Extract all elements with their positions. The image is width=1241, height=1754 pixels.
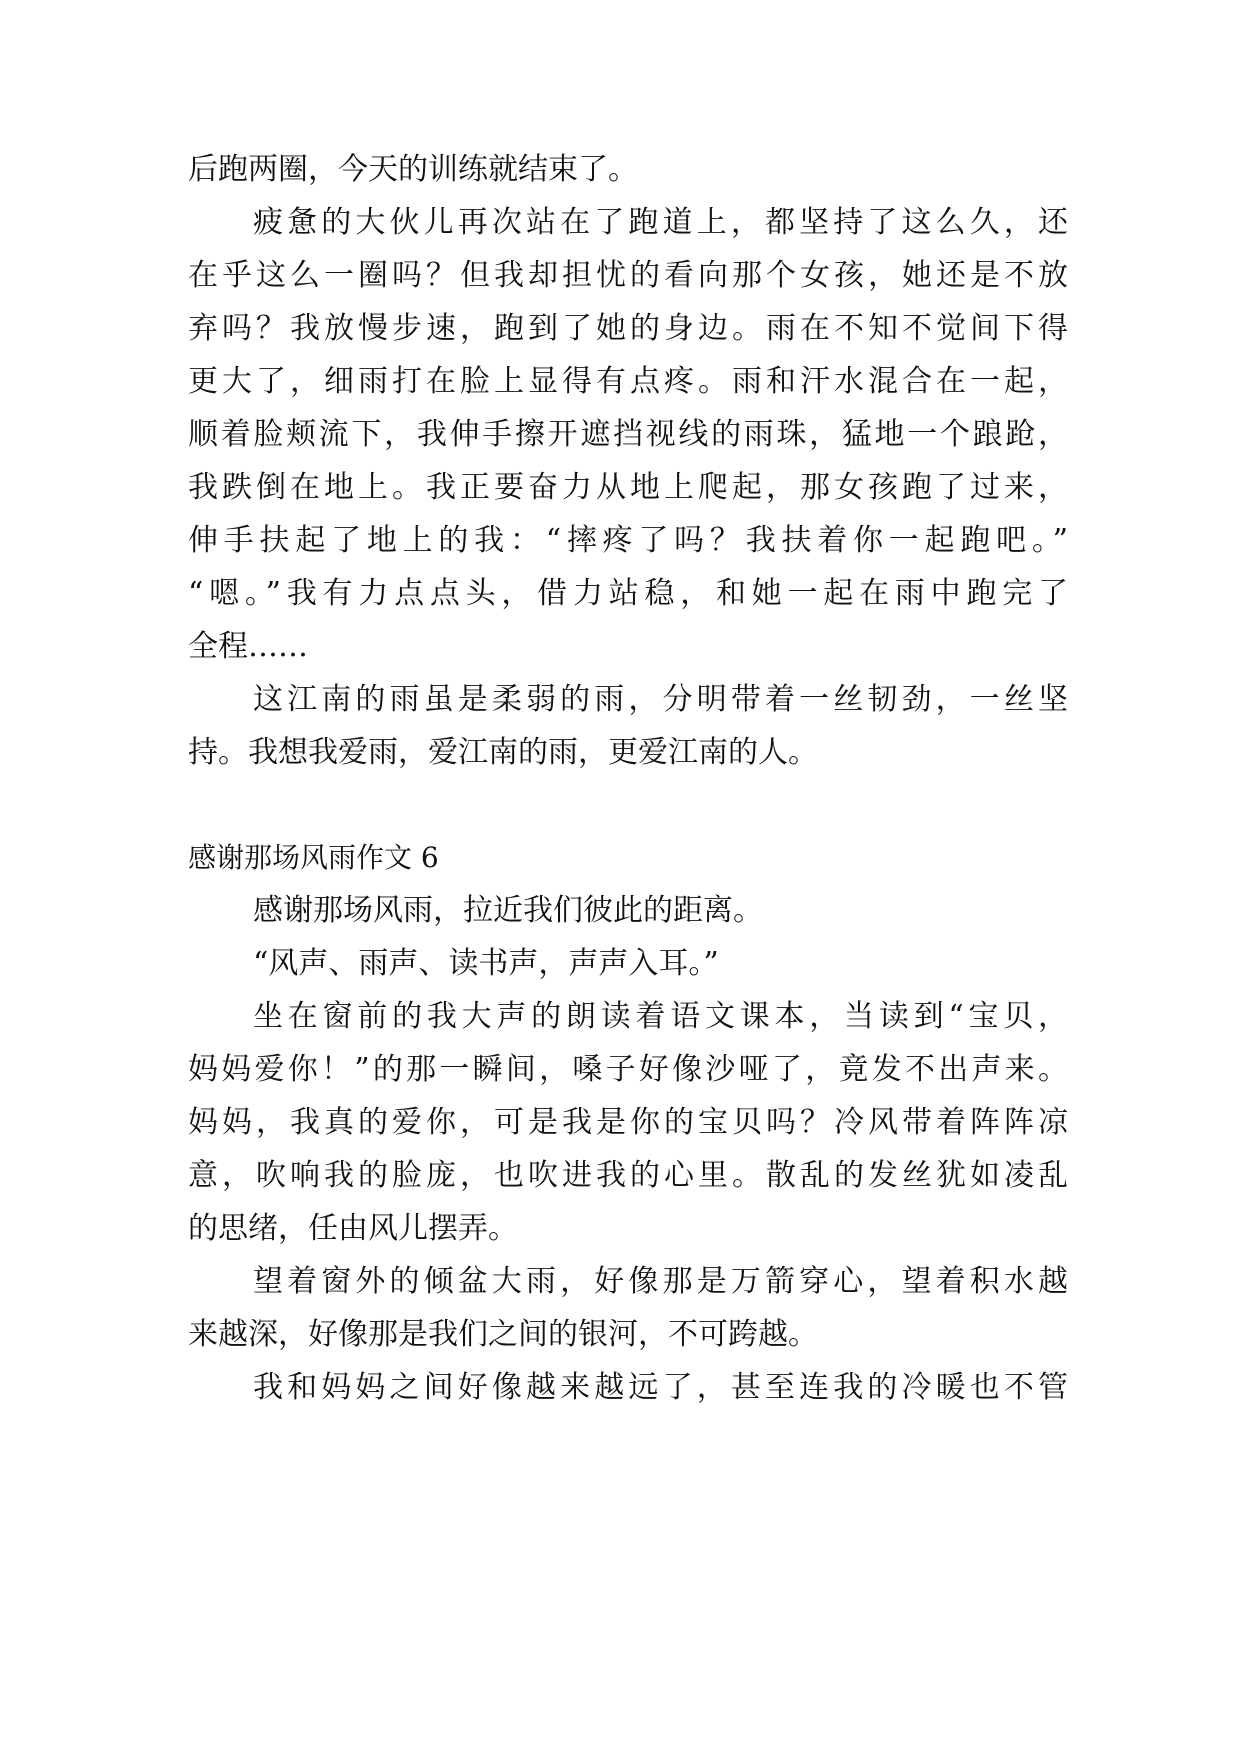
paragraph-line: 全程…… <box>188 629 308 664</box>
paragraph-line: 妈妈，我真的爱你，可是我是你的宝贝吗？冷风带着阵阵凉 <box>188 1105 1068 1140</box>
paragraph-line: 伸手扶起了地上的我：“摔疼了吗？我扶着你一起跑吧。” <box>188 523 1068 558</box>
paragraph-line: 顺着脸颊流下，我伸手擦开遮挡视线的雨珠，猛地一个踉跄， <box>188 417 1068 452</box>
paragraph-line: 妈妈爱你！”的那一瞬间，嗓子好像沙哑了，竟发不出声来。 <box>188 1052 1068 1087</box>
paragraph-line: “嗯。”我有力点点头，借力站稳，和她一起在雨中跑完了 <box>188 576 1068 611</box>
paragraph-line: 持。我想我爱雨，爱江南的雨，更爱江南的人。 <box>188 735 818 770</box>
paragraph-line: 的思绪，任由风儿摆弄。 <box>188 1211 518 1246</box>
paragraph-line: 望着窗外的倾盆大雨，好像那是万箭穿心，望着积水越 <box>253 1264 1068 1299</box>
paragraph-line: 后跑两圈，今天的训练就结束了。 <box>188 152 638 187</box>
paragraph-line: 我和妈妈之间好像越来越远了，甚至连我的冷暖也不管 <box>253 1370 1068 1405</box>
paragraph-line: 感谢那场风雨，拉近我们彼此的距离。 <box>253 893 763 928</box>
paragraph-line: 这江南的雨虽是柔弱的雨，分明带着一丝韧劲，一丝坚 <box>253 682 1068 717</box>
paragraph-line: 我跌倒在地上。我正要奋力从地上爬起，那女孩跑了过来， <box>188 470 1068 505</box>
paragraph-line: 来越深，好像那是我们之间的银河，不可跨越。 <box>188 1317 818 1352</box>
paragraph-line: 在乎这么一圈吗？但我却担忧的看向那个女孩，她还是不放 <box>188 258 1068 293</box>
paragraph-line: 疲惫的大伙儿再次站在了跑道上，都坚持了这么久，还 <box>253 205 1068 240</box>
section-heading: 感谢那场风雨作文 6 <box>188 841 439 874</box>
paragraph-line: 坐在窗前的我大声的朗读着语文课本，当读到“宝贝， <box>253 999 1068 1034</box>
paragraph-line: “风声、雨声、读书声，声声入耳。” <box>253 946 719 981</box>
paragraph-line: 意，吹响我的脸庞，也吹进我的心里。散乱的发丝犹如凌乱 <box>188 1158 1068 1193</box>
paragraph-line: 更大了，细雨打在脸上显得有点疼。雨和汗水混合在一起， <box>188 364 1068 399</box>
paragraph-line: 弃吗？我放慢步速，跑到了她的身边。雨在不知不觉间下得 <box>188 311 1068 346</box>
